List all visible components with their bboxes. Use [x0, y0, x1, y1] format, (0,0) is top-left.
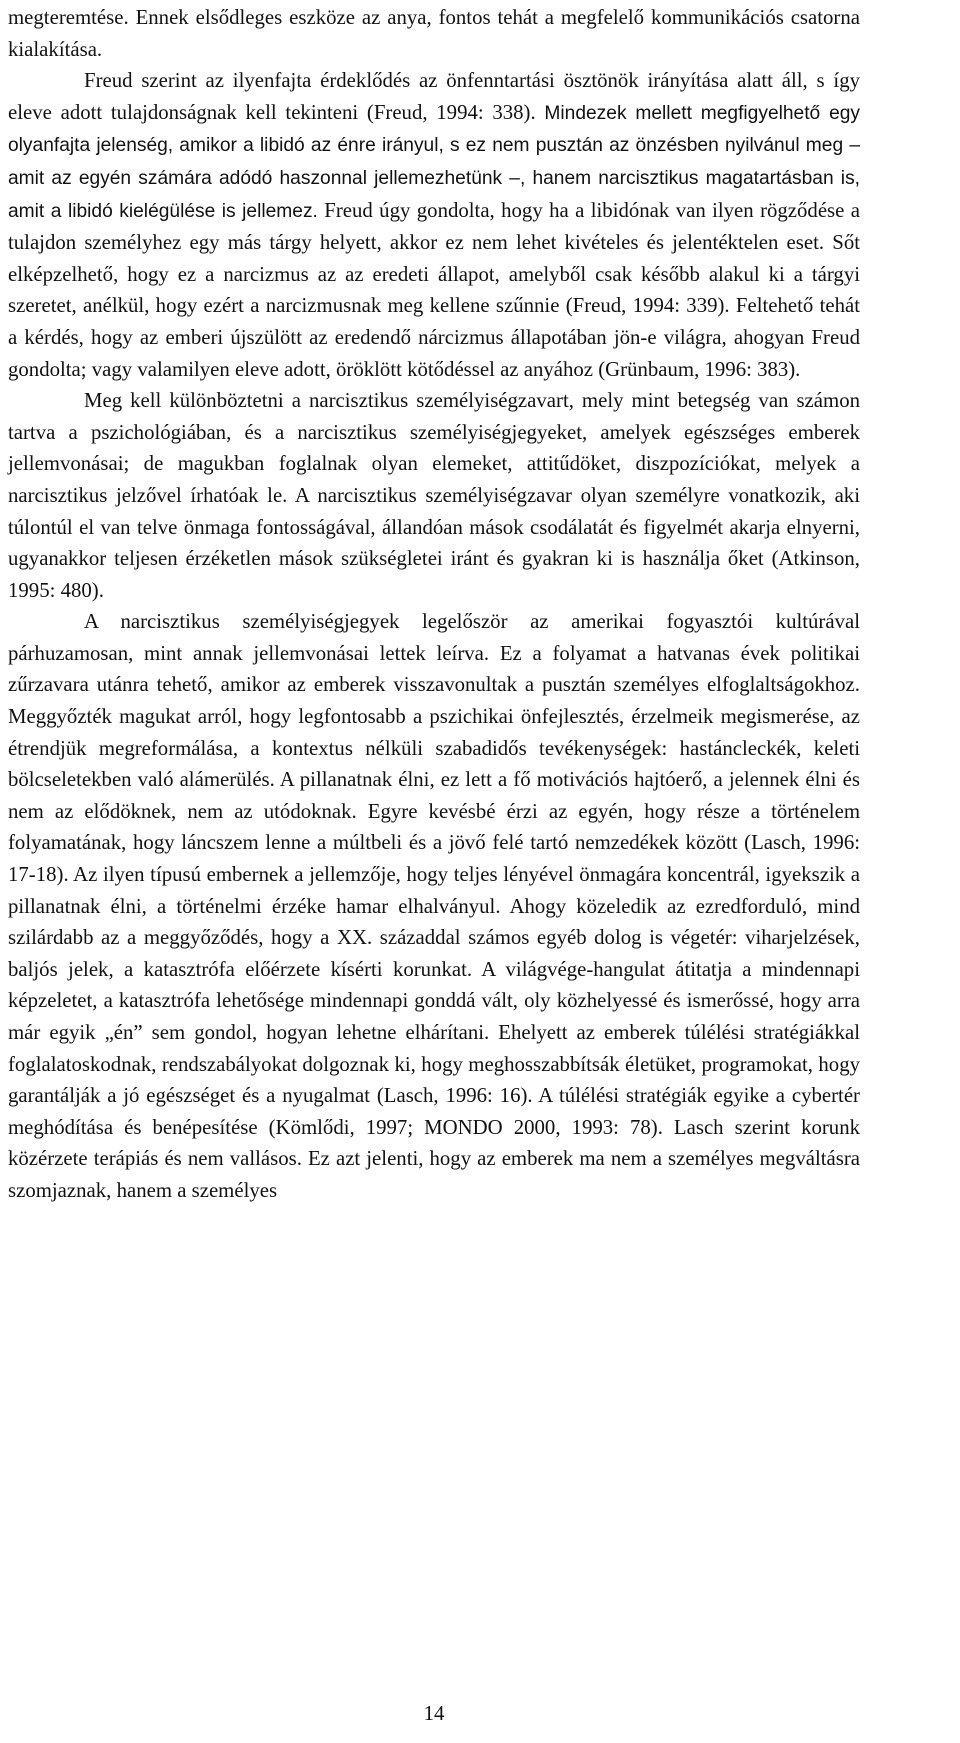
paragraph: [8, 606, 860, 1206]
paragraph-text: megteremtése. Ennek elsődleges eszköze az anya, fontos tehát a megfelelő kommunikációs csatorna kialakítása.: [8, 6, 860, 61]
paragraph-text: Freud szerint az ilyenfajta érdeklődés az önfenntartási ösztönök irányítása alatt áll, s így eleve adott tulajdonságnak kell tekinteni (Freud, 1994: 338).: [8, 69, 860, 124]
paragraph-text: Freud úgy gondolta, hogy ha a libidónak van ilyen rögződése a tulajdon személyhez egy más tárgy helyett, akkor ez nem lehet kivételes és jelentéktelen eset.: [8, 198, 860, 255]
paragraph: [8, 385, 860, 606]
paragraph: [8, 2, 860, 65]
page-number: 14: [423, 1702, 445, 1725]
paragraph-text: Meg kell különböztetni a narcisztikus személyiségzavart, mely mint betegség van számon tartva a pszichológiában, és a narcisztikus személyiségjegyeket, amelyek egészséges emberek jellemvonásai; de magukban foglalnak olyan elemeket, attitűdöket, diszpozíciókat, melyek a narcisztikus jelzővel írhatóak le. A narcisztikus személyiségzavar olyan személyre vonatkozik, aki túlontúl el van telve önmaga fontosságával, állandóan mások csodálatát és figyelmét akarja elnyerni, ugyanakkor teljesen érzéketlen mások szükségletei iránt és gyakran ki is használja őket (Atkinson, 1995: 480).: [8, 389, 860, 602]
paragraph-text: Mindezek mellett megfigyelhető egy olyanfajta jelenség, amikor a libidó az énre irányul, s ez nem pusztán az önzésben nyilvánul meg – amit az egyén számára adódó haszonnal jellemezhetünk –, hanem narcisztikus magatartásban is, amit a libidó kielégülése is jellemez.: [8, 102, 861, 222]
paragraph-text: Sőt elképzelhető, hogy ez a narcizmus az az eredeti állapot, amelyből csak később alakul ki a tárgyi szeretet, anélkül, hogy ezért a narcizmusnak meg kellene szűnnie (Freud, 1994: 339). Feltehető tehát a kérdés, hogy az emberi újszülött az eredendő nárcizmus állapotában jön-e világra, ahogyan Freud gondolta; vagy valamilyen eleve adott, öröklött kötődéssel az anyához (Grünbaum, 1996: 383).: [8, 231, 860, 381]
document-page: [8, 2, 860, 1207]
paragraph: [8, 65, 860, 385]
paragraph-text: A narcisztikus személyiségjegyek legelőször az amerikai fogyasztói kultúrával párhuzamosan, mint annak jellemvonásai lettek leírva. Ez a folyamat a hatvanas évek politikai zűrzavara utánra tehető, amikor az emberek visszavonultak a pusztán személyes elfoglaltságokhoz. Meggyőzték magukat arról, hogy legfontosabb a pszichikai önfejlesztés, érzelmeik megismerése, az étrendjük megreformálása, a kontextus nélküli szabadidős tevékenységek: hastáncleckék, keleti bölcseletekben való alámerülés. A pillanatnak élni, ez lett a fő motivációs hajtóerő, a jelennek élni és nem az elődöknek, nem az utódoknak. Egyre kevésbé érzi az egyén, hogy része a történelem folyamatának, hogy láncszem lenne a múltbeli és a jövő felé tartó nemzedékek között (Lasch, 1996: 17-18). Az ilyen típusú embernek a jellemzője, hogy teljes lényével önmagára koncentrál, igyekszik a pillanatnak élni, a történelmi érzéke hamar elhalványul. Ahogy közeledik az ezredforduló, mind szilárdabb az a meggyőződés, hogy a XX. századdal számos egyéb dolog is végetér: viharjelzések, baljós jelek, a katasztrófa előérzete kísérti korunkat. A világvége-hangulat átitatja a mindennapi képzeletet, a katasztrófa lehetősége mindennapi gonddá vált, oly közhelyessé és ismerőssé, hogy arra már egyik „én” sem gondol, hogyan lehetne elhárítani. Ehelyett az emberek túlélési stratégiákkal foglalatoskodnak, rendszabályokat dolgoznak ki, hogy meghosszabbítsák életüket, programokat, hogy garantálják a jó egészséget és a nyugalmat (Lasch, 1996: 16). A túlélési stratégiák egyike a cybertér meghódítása és benépesítése (Kömlődi, 1997; MONDO 2000, 1993: 78). Lasch szerint korunk közérzete terápiás és nem vallásos. Ez azt jelenti, hogy az emberek ma nem a személyes megváltásra szomjaznak, hanem a személyes: [8, 610, 860, 1202]
